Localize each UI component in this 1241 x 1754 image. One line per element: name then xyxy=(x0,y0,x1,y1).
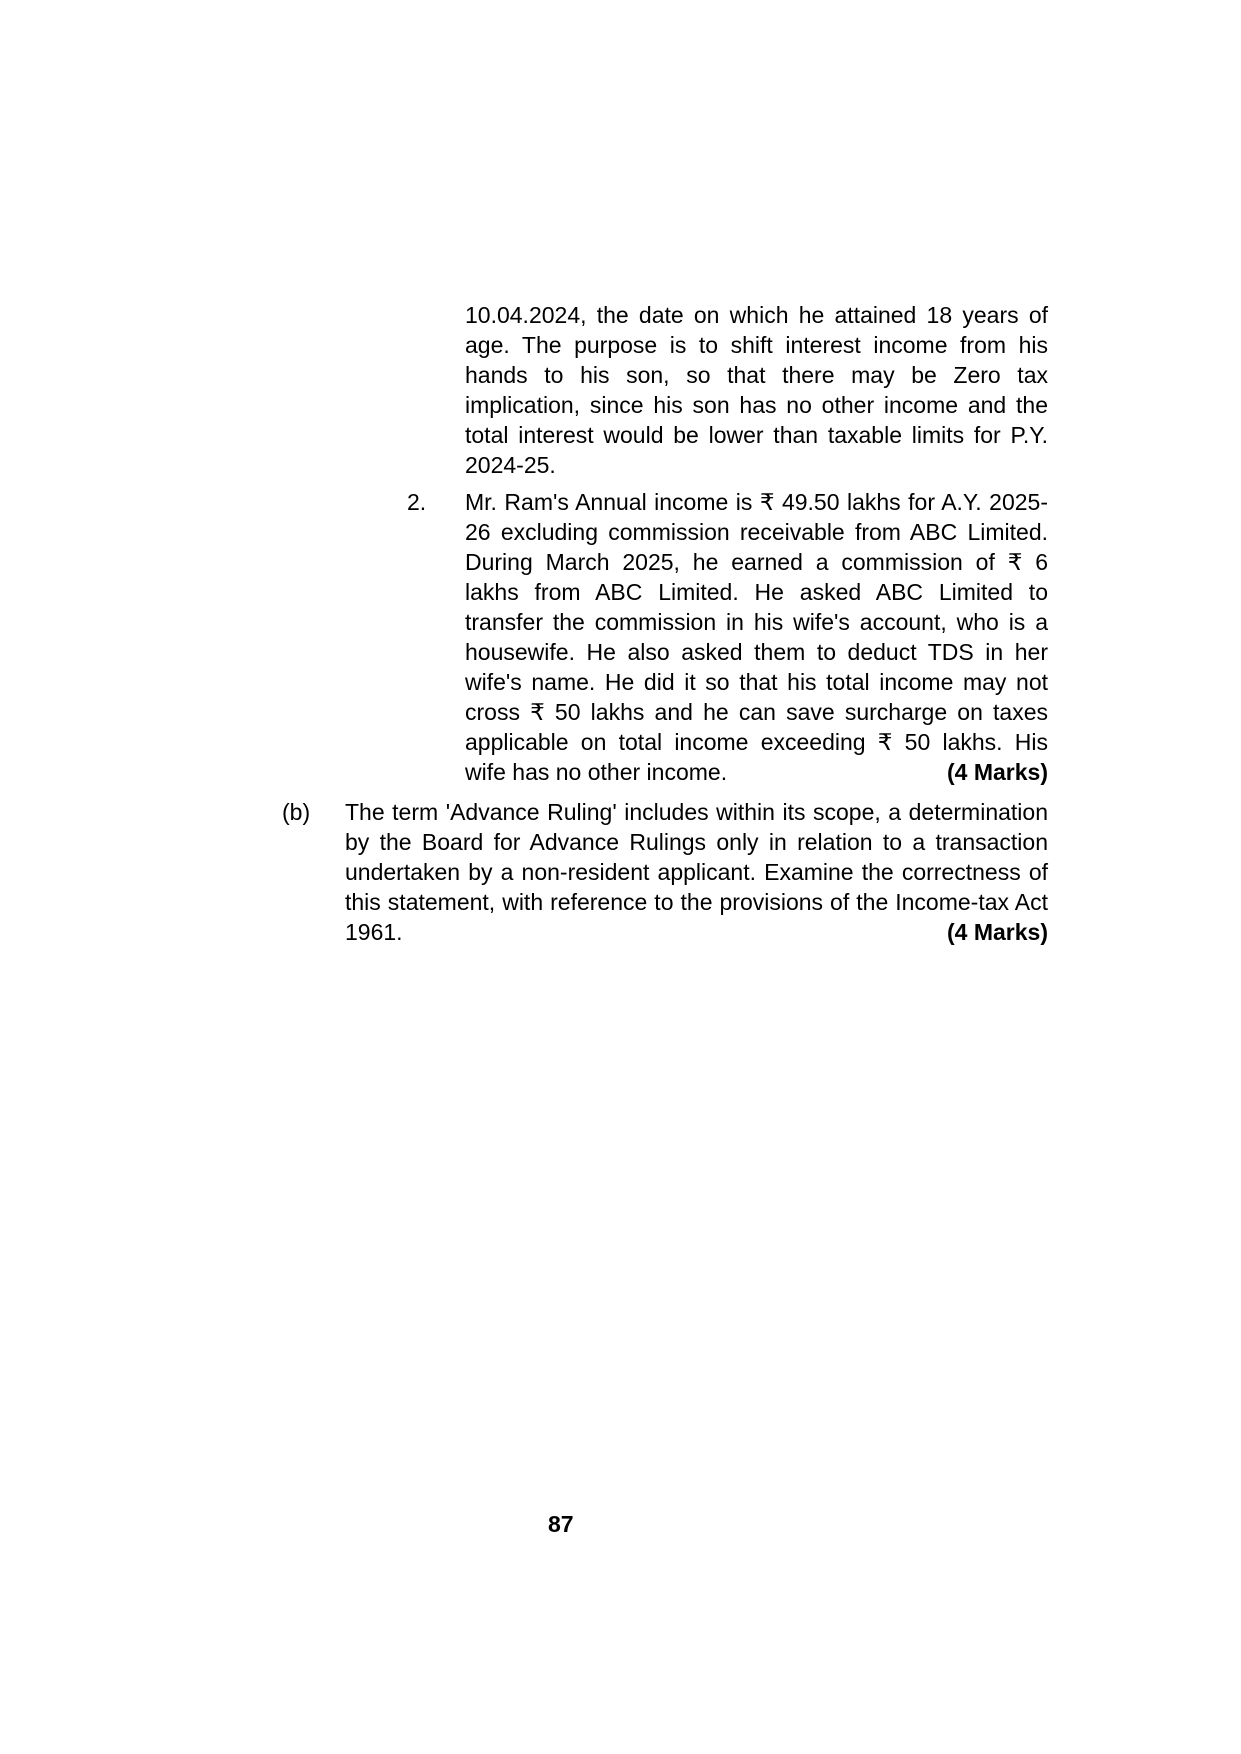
question-a-item1-continuation xyxy=(465,300,1048,480)
list-item-number: 2. xyxy=(407,489,427,515)
paragraph-item1-continuation: 10.04.2024, the date on which he attained 18 years of age. The purpose is to shift interest income from his hands to his son, so that there may be Zero tax implication, since his son has no other income and the total interest would be lower than taxable limits for P.Y. 2024-25. xyxy=(465,302,1048,478)
part-b-label: (b) xyxy=(282,799,311,825)
question-a-item2-body xyxy=(465,487,1048,787)
question-part-b xyxy=(282,797,1048,947)
paragraph-part-b: The term 'Advance Ruling' includes within its scope, a determination by the Board for Advance Rulings only in relation to a transaction undertaken by a non-resident applicant. Examine the correctness of this statement, with reference to the provisions of the Income-tax Act 1961. xyxy=(345,799,1048,945)
marks-label: (4 Marks) xyxy=(947,919,1048,945)
question-a-item2 xyxy=(407,487,1048,787)
marks-label: (4 Marks) xyxy=(947,759,1048,785)
page-number: 87 xyxy=(548,1511,574,1537)
question-part-b-body xyxy=(345,797,1048,947)
paragraph-item2: Mr. Ram's Annual income is ₹ 49.50 lakhs for A.Y. 2025-26 excluding commission receivable from ABC Limited. During March 2025, he earned a commission of ₹ 6 lakhs from ABC Limited. He asked ABC Limited to transfer the commission in his wife's account, who is a housewife. He also asked them to deduct TDS in her wife's name. He did it so that his total income may not cross ₹ 50 lakhs and he can save surcharge on taxes applicable on total income exceeding ₹ 50 lakhs. His wife has no other income. xyxy=(465,489,1048,785)
